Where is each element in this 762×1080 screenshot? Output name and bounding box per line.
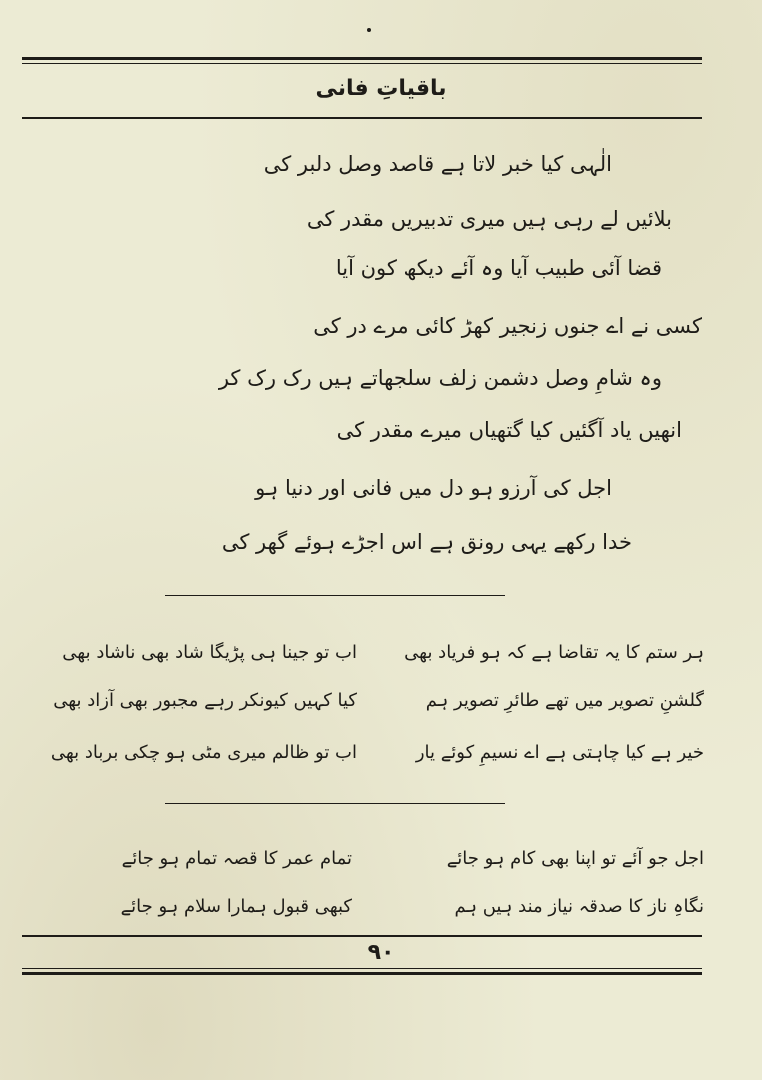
bottom-left-line: کبھی قبول ہمارا سلام ہو جائے: [120, 896, 352, 917]
ghazal-line: وہ شامِ وصل دشمن زلف سلجھاتے ہیں رک رک کر: [218, 366, 662, 390]
top-dot: [367, 28, 371, 32]
ghazal-line: کسی نے اے جنوں زنجیر کھڑ کائی مرے در کی: [313, 314, 702, 338]
section-divider: [165, 595, 505, 596]
page-number: ۹۰: [367, 940, 395, 965]
qita-left-line: کیا کہیں کیونکر رہے مجبور بھی آزاد بھی: [53, 690, 357, 711]
bottom-right-line: نگاہِ ناز کا صدقہ نیاز مند ہیں ہم: [454, 896, 704, 917]
qita-right-line: خیر ہے کیا چاہتی ہے اے نسیمِ کوئے یار: [415, 742, 704, 763]
header-rule-top-thin: [22, 63, 702, 64]
ghazal-line: اجل کی آرزو ہو دل میں فانی اور دنیا ہو: [255, 476, 612, 500]
ghazal-line: بلائیں لے رہی ہیں میری تدبیریں مقدر کی: [306, 207, 672, 231]
footer-rule-top: [22, 935, 702, 937]
footer-rule-bottom-thick: [22, 972, 702, 975]
header-rule-top-thick: [22, 57, 702, 60]
section-divider: [165, 803, 505, 804]
bottom-left-line: تمام عمر کا قصہ تمام ہو جائے: [121, 848, 352, 869]
qita-left-line: اب تو ظالم میری مٹی ہو چکی برباد بھی: [50, 742, 357, 763]
qita-right-line: ہر ستم کا یہ تقاضا ہے کہ ہو فریاد بھی: [404, 642, 704, 663]
ghazal-line: خدا رکھے یہی رونق ہے اس اجڑے ہوئے گھر کی: [221, 530, 632, 554]
ghazal-line: قضا آئی طبیب آیا وہ آئے دیکھ کون آیا: [335, 256, 662, 280]
qita-left-line: اب تو جینا ہی پڑیگا شاد بھی ناشاد بھی: [62, 642, 357, 663]
bottom-right-line: اجل جو آئے تو اپنا بھی کام ہو جائے: [446, 848, 704, 869]
ghazal-line: الٰہی کیا خبر لاتا ہے قاصد وصل دلبر کی: [263, 152, 612, 176]
running-title: باقیاتِ فانی: [315, 76, 447, 101]
qita-right-line: گلشنِ تصویر میں تھے طائرِ تصویر ہم: [425, 690, 704, 711]
header-rule-bottom: [22, 117, 702, 119]
ghazal-line: انھیں یاد آگئیں کیا گتھیاں میرے مقدر کی: [336, 418, 682, 442]
footer-rule-bottom-thin: [22, 968, 702, 969]
